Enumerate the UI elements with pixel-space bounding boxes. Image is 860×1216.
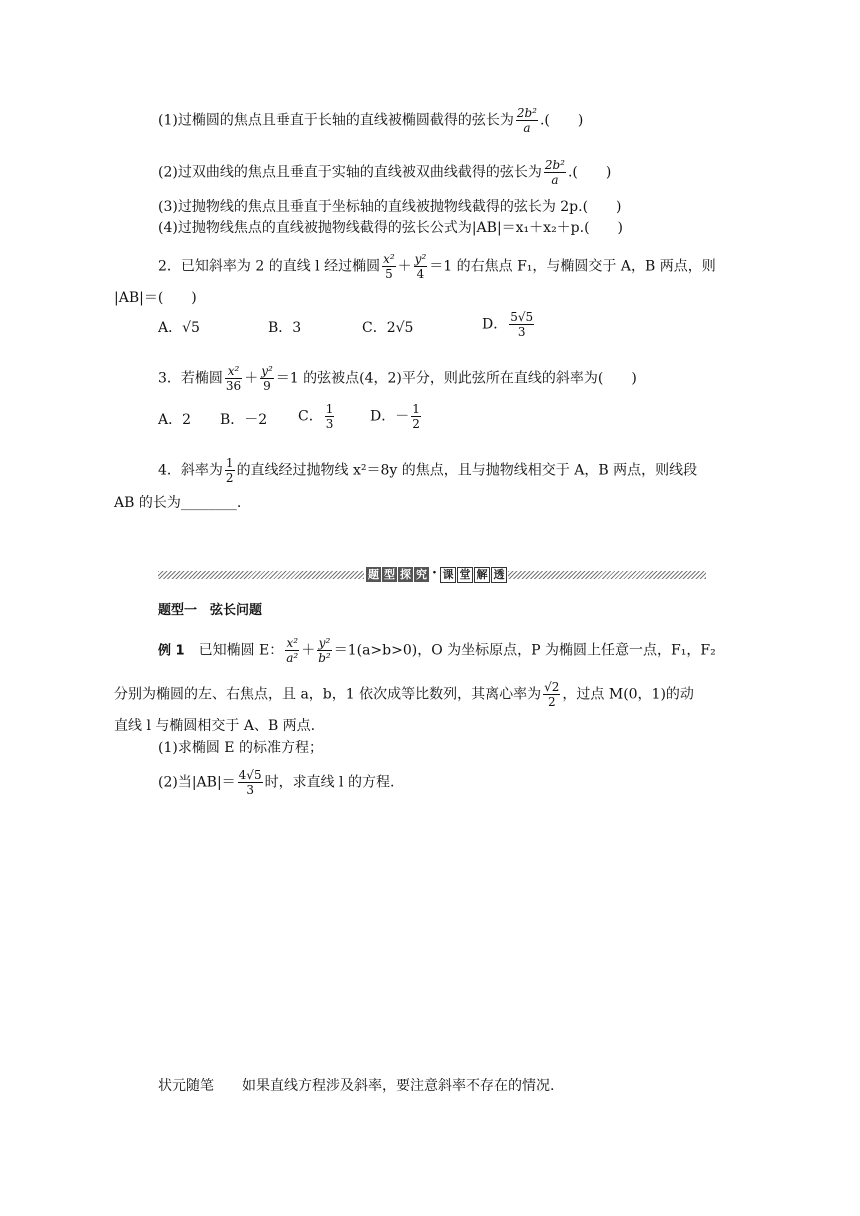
q4-stem-line2: AB 的长为________. xyxy=(114,495,242,511)
example1-part1: (1)求椭圆 E 的标准方程； xyxy=(158,740,323,756)
q1-statement-1: (1)过椭圆的焦点且垂直于长轴的直线被椭圆截得的弦长为 $\frac{\text{2b²}}{a}$ .( ) xyxy=(158,106,584,135)
fraction-2b2-over-a: $\frac{\text{2b²}}{a}$ xyxy=(544,158,565,187)
fraction-y2-over-9: $\frac{\text{y²}}{9}$ xyxy=(261,364,273,393)
example1-part2: (2)当|AB|＝ $\frac{4√5}{3}$ 时，求直线 l 的方程. xyxy=(158,768,395,797)
fraction-y2-over-4: $\frac{\text{y²}}{4}$ xyxy=(414,252,427,281)
example1-line2: 分别为椭圆的左、右焦点，且 a，b，1 依次成等比数列，其离心率为 $\frac{√2}{2}$ ，过点 M(0，1)的动 xyxy=(114,680,694,709)
banner-hatch-left xyxy=(158,571,364,579)
q2-option-b: B．3 xyxy=(268,320,302,336)
q3-stem: 3．若椭圆 $\frac{\text{x²}}{36}$ ＋ $\frac{\text{y²}}{9}$ ＝1 的弦被点(4，2)平分，则此弦所在直线的斜率为( ) xyxy=(158,364,637,393)
q1-statement-3: (3)过抛物线的焦点且垂直于坐标轴的直线被抛物线截得的弦长为 2p.( ) xyxy=(158,199,622,215)
q3-option-b: B．－2 xyxy=(220,412,268,428)
section-banner xyxy=(158,567,706,583)
example1-label: 例 1 xyxy=(158,643,185,659)
example1-line3: 直线 l 与椭圆相交于 A、B 两点. xyxy=(114,718,316,734)
fraction-y2-over-b2: $\frac{\text{y²}}{\text{b²}}$ xyxy=(318,636,331,665)
fraction-sqrt2-over-2: $\frac{√2}{2}$ xyxy=(544,680,560,709)
fraction-4sqrt5-over-3: $\frac{4√5}{3}$ xyxy=(238,768,262,797)
fraction-x2-over-5: $\frac{\text{x²}}{5}$ xyxy=(383,252,395,281)
fraction-x2-over-36: $\frac{\text{x²}}{36}$ xyxy=(225,364,242,393)
q4-stem: 4．斜率为 $\frac{1}{2}$ 的直线经过抛物线 x²＝8y 的焦点，且与抛物线相交于 A，B 两点，则线段 xyxy=(158,456,698,485)
q2-option-c: C．2√5 xyxy=(362,320,414,336)
banner-title-2: 课 堂 解 透 xyxy=(440,567,507,583)
q1-statement-4: (4)过抛物线焦点的直线被抛物线截得的弦长公式为|AB|＝x₁＋x₂＋p.( ) xyxy=(158,220,624,236)
fraction-1-over-2: $\frac{1}{2}$ xyxy=(225,456,234,485)
fraction-x2-over-a2: $\frac{\text{x²}}{\text{a²}}$ xyxy=(286,636,299,665)
banner-hatch-right xyxy=(508,571,706,579)
banner-dot: · xyxy=(432,565,437,581)
margin-note-text: 如果直线方程涉及斜率，要注意斜率不存在的情况. xyxy=(242,1078,555,1094)
fraction-2b2-over-a: $\frac{\text{2b²}}{a}$ xyxy=(516,106,537,135)
q2-option-a: A．√5 xyxy=(158,320,200,336)
example1-line1: 例 1 已知椭圆 E： $\frac{\text{x²}}{\text{a²}}$ ＋ $\frac{\text{y²}}{\text{b²}}$ ＝1(a>b>0)，O 为坐标原点，P 为椭圆上任意一点，F₁，F₂ xyxy=(158,636,716,665)
margin-note-label: 状元随笔 xyxy=(158,1078,214,1094)
margin-note xyxy=(158,1076,554,1096)
q2-stem: 2．已知斜率为 2 的直线 l 经过椭圆 $\frac{\text{x²}}{5}$ ＋ $\frac{\text{y²}}{4}$ ＝1 的右焦点 F₁，与椭圆交于 A，B 两点，则 xyxy=(158,252,716,281)
section-heading: 题型一 弦长问题 xyxy=(158,603,263,618)
banner-title-1: 题 型 探 究 xyxy=(368,568,427,581)
q3-option-a: A．2 xyxy=(158,412,192,428)
q3-option-c: C． $\frac{1}{3}$ xyxy=(298,402,334,431)
q2-option-d: D． $\frac{5√5}{3}$ xyxy=(482,310,534,339)
q1-statement-2: (2)过双曲线的焦点且垂直于实轴的直线被双曲线截得的弦长为 $\frac{\text{2b²}}{a}$ .( ) xyxy=(158,158,612,187)
q3-option-d: D．－ $\frac{1}{2}$ xyxy=(370,402,420,431)
q2-stem-line2: |AB|＝( ) xyxy=(114,290,197,306)
